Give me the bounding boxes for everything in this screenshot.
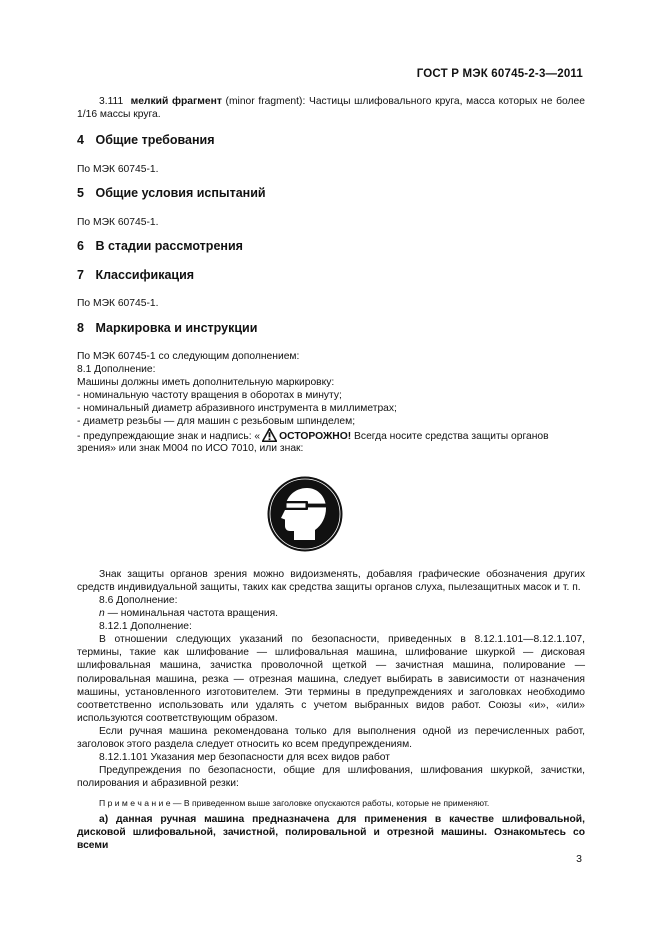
section-title: В стадии рассмотрения	[95, 239, 243, 253]
marking-item-thread: - диаметр резьбы — для машин с резьбовым шпинделем;	[77, 416, 356, 427]
section-6-heading	[77, 239, 243, 253]
section-8-heading	[77, 321, 257, 335]
terms-paragraph: В отношении следующих указаний по безопасности, приведенных в 8.12.1.101—8.12.1.107, термины, такие как шлифование — шлифовальная машина, шлифование шкуркой — дисковая шлифовальная машина, зачистка проволочной щеткой — зачистная машина, полирование — полировальная машина, резка — отрезная машина, следует выбирать в зависимости от назначения машины, установленного изготовителем. Эти термины в предупреждениях и заголовках необходимо соответственно использовать или удалять с учетом выбранных видов работ. Союзы «и», «или» используются соответствующим образом.	[77, 634, 585, 725]
warning-text: Всегда носите средства защиты органов	[351, 431, 549, 442]
section-5-heading	[77, 186, 266, 200]
section-title: Маркировка и инструкции	[95, 321, 258, 335]
marking-item-speed: - номинальную частоту вращения в оборотах в минуту;	[77, 390, 342, 401]
note	[99, 797, 489, 810]
definition-number: 3.111	[99, 96, 124, 107]
single-operation-paragraph: Если ручная машина рекомендована только для выполнения одной из перечисленных работ, заголовок этого раздела следует относить ко всем предупреждениям.	[77, 726, 585, 751]
clause-8-12-1-101: 8.12.1.101 Указания мер безопасности для всех видов работ	[99, 752, 390, 763]
section-number: 4	[77, 133, 84, 147]
warnings-paragraph: Предупреждения по безопасности, общие для шлифования, шлифования шкуркой, зачистки, полирования и абразивной резки:	[77, 765, 585, 790]
definition-term: мелкий фрагмент	[130, 96, 222, 107]
marking-item-diameter: - номинальный диаметр абразивного инструмента в миллиметрах;	[77, 403, 397, 414]
addition-8-6: 8.6 Дополнение:	[99, 595, 178, 606]
addition-8-1: 8.1 Дополнение:	[77, 364, 156, 375]
section-7-body: По МЭК 60745-1.	[77, 298, 159, 309]
item-a-text: а) данная ручная машина предназначена для применения в качестве шлифовальной, дисковой шлифовальной, зачистной, полировальной и отрезной машины. Ознакомьтесь со всеми	[77, 814, 585, 852]
section-5-body: По МЭК 60745-1.	[77, 217, 159, 228]
section-title: Классификация	[95, 268, 195, 282]
warning-lead-text: - предупреждающие знак и надпись: «	[77, 431, 261, 442]
marking-item-warning	[77, 428, 549, 443]
section-7-heading	[77, 268, 194, 282]
definition-3-111	[77, 95, 585, 121]
note-text: — В приведенном выше заголовке опускаются работы, которые не применяют.	[170, 798, 490, 808]
page-number: 3	[576, 853, 582, 865]
marking-intro: Машины должны иметь дополнительную маркировку:	[77, 377, 335, 388]
section-4-heading	[77, 133, 215, 147]
n-definition-text: — номинальная частота вращения.	[104, 608, 279, 619]
section-number: 6	[77, 239, 84, 253]
section-title: Общие условия испытаний	[95, 186, 266, 200]
item-a	[77, 813, 585, 853]
section-title: Общие требования	[95, 133, 215, 147]
section-8-intro: По МЭК 60745-1 со следующим дополнением:	[77, 351, 300, 362]
document-code: ГОСТ Р МЭК 60745-2-3—2011	[416, 68, 583, 80]
addition-8-12-1: 8.12.1 Дополнение:	[99, 621, 192, 632]
eye-protection-sign-icon	[267, 476, 343, 552]
section-number: 7	[77, 268, 84, 282]
section-number: 5	[77, 186, 84, 200]
n-symbol: n	[99, 608, 105, 619]
note-label: П р и м е ч а н и е	[99, 798, 171, 808]
section-number: 8	[77, 321, 84, 335]
section-4-body: По МЭК 60745-1.	[77, 164, 159, 175]
definition-text: (minor fragment): Частицы шлифовального круга, масса которых не более 1/16 массы круга.	[77, 96, 585, 121]
warning-triangle-icon	[262, 428, 277, 442]
n-definition	[99, 607, 278, 620]
marking-item-warning-cont: зрения» или знак М004 по ИСО 7010, или знак:	[77, 443, 304, 454]
warning-word: ОСТОРОЖНО!	[279, 431, 352, 442]
sign-modification-paragraph: Знак защиты органов зрения можно видоизменять, добавляя графические обозначения других средств индивидуальной защиты, таких как средства защиты органов слуха, пылезащитных масок и т. п.	[77, 569, 585, 594]
